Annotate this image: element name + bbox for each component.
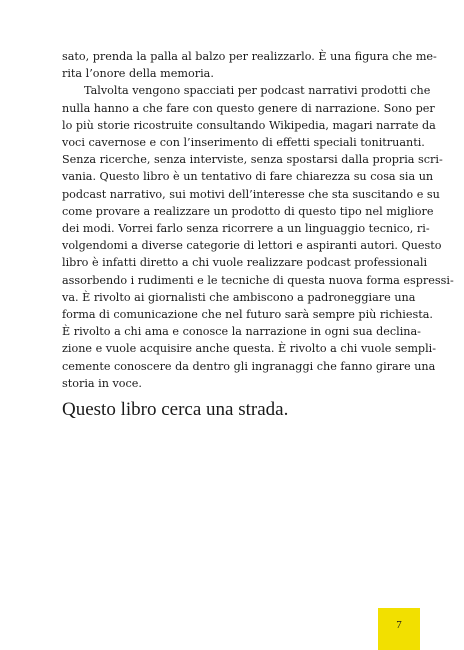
- text-line: dei modi. Vorrei farlo senza ricorrere a un linguaggio tecnico, ri-: [62, 222, 430, 236]
- text-line: cemente conoscere da dentro gli ingranaggi che fanno girare una: [62, 359, 436, 373]
- text-line: va. È rivolto ai giornalisti che ambiscono a padroneggiare una: [62, 290, 416, 304]
- text-line: assorbendo i rudimenti e le tecniche di questa nuova forma espressi-: [62, 273, 454, 287]
- page-number-tab: [378, 608, 420, 650]
- text-line: storia in voce.: [62, 376, 142, 390]
- text-line: Senza ricerche, senza interviste, senza spostarsi dalla propria scri-: [62, 153, 443, 167]
- text-line: lo più storie ricostruite consultando Wikipedia, magari narrate da: [62, 118, 436, 132]
- text-line: podcast narrativo, sui motivi dell’interesse che sta suscitando e su: [62, 187, 440, 201]
- text-line: libro è infatti diretto a chi vuole realizzare podcast professionali: [62, 256, 428, 270]
- text-line: rita l’onore della memoria.: [62, 67, 214, 81]
- text-line: zione e vuole acquisire anche questa. È rivolto a chi vuole sempli-: [62, 342, 437, 356]
- text-line: Talvolta vengono spacciati per podcast narrativi prodotti che: [84, 84, 431, 98]
- text-line: volgendomi a diverse categorie di lettori e aspiranti autori. Questo: [62, 239, 442, 253]
- text-line: sato, prenda la palla al balzo per realizzarlo. È una figura che me-: [62, 50, 437, 63]
- body-text: [62, 48, 454, 392]
- text-line: vania. Questo libro è un tentativo di fare chiarezza su cosa sia un: [62, 170, 434, 184]
- text-line: forma di comunicazione che nel futuro sarà sempre più richiesta.: [62, 308, 433, 322]
- text-line: È rivolto a chi ama e conosce la narrazione in ogni sua declina-: [62, 325, 421, 339]
- tagline: Questo libro cerca una strada.: [62, 399, 289, 420]
- text-line: nulla hanno a che fare con questo genere di narrazione. Sono per: [62, 101, 435, 115]
- page-number: 7: [396, 619, 402, 631]
- text-line: voci cavernose e con l’inserimento di effetti speciali tonitruanti.: [62, 136, 425, 150]
- text-line: come provare a realizzare un prodotto di questo tipo nel migliore: [62, 204, 434, 218]
